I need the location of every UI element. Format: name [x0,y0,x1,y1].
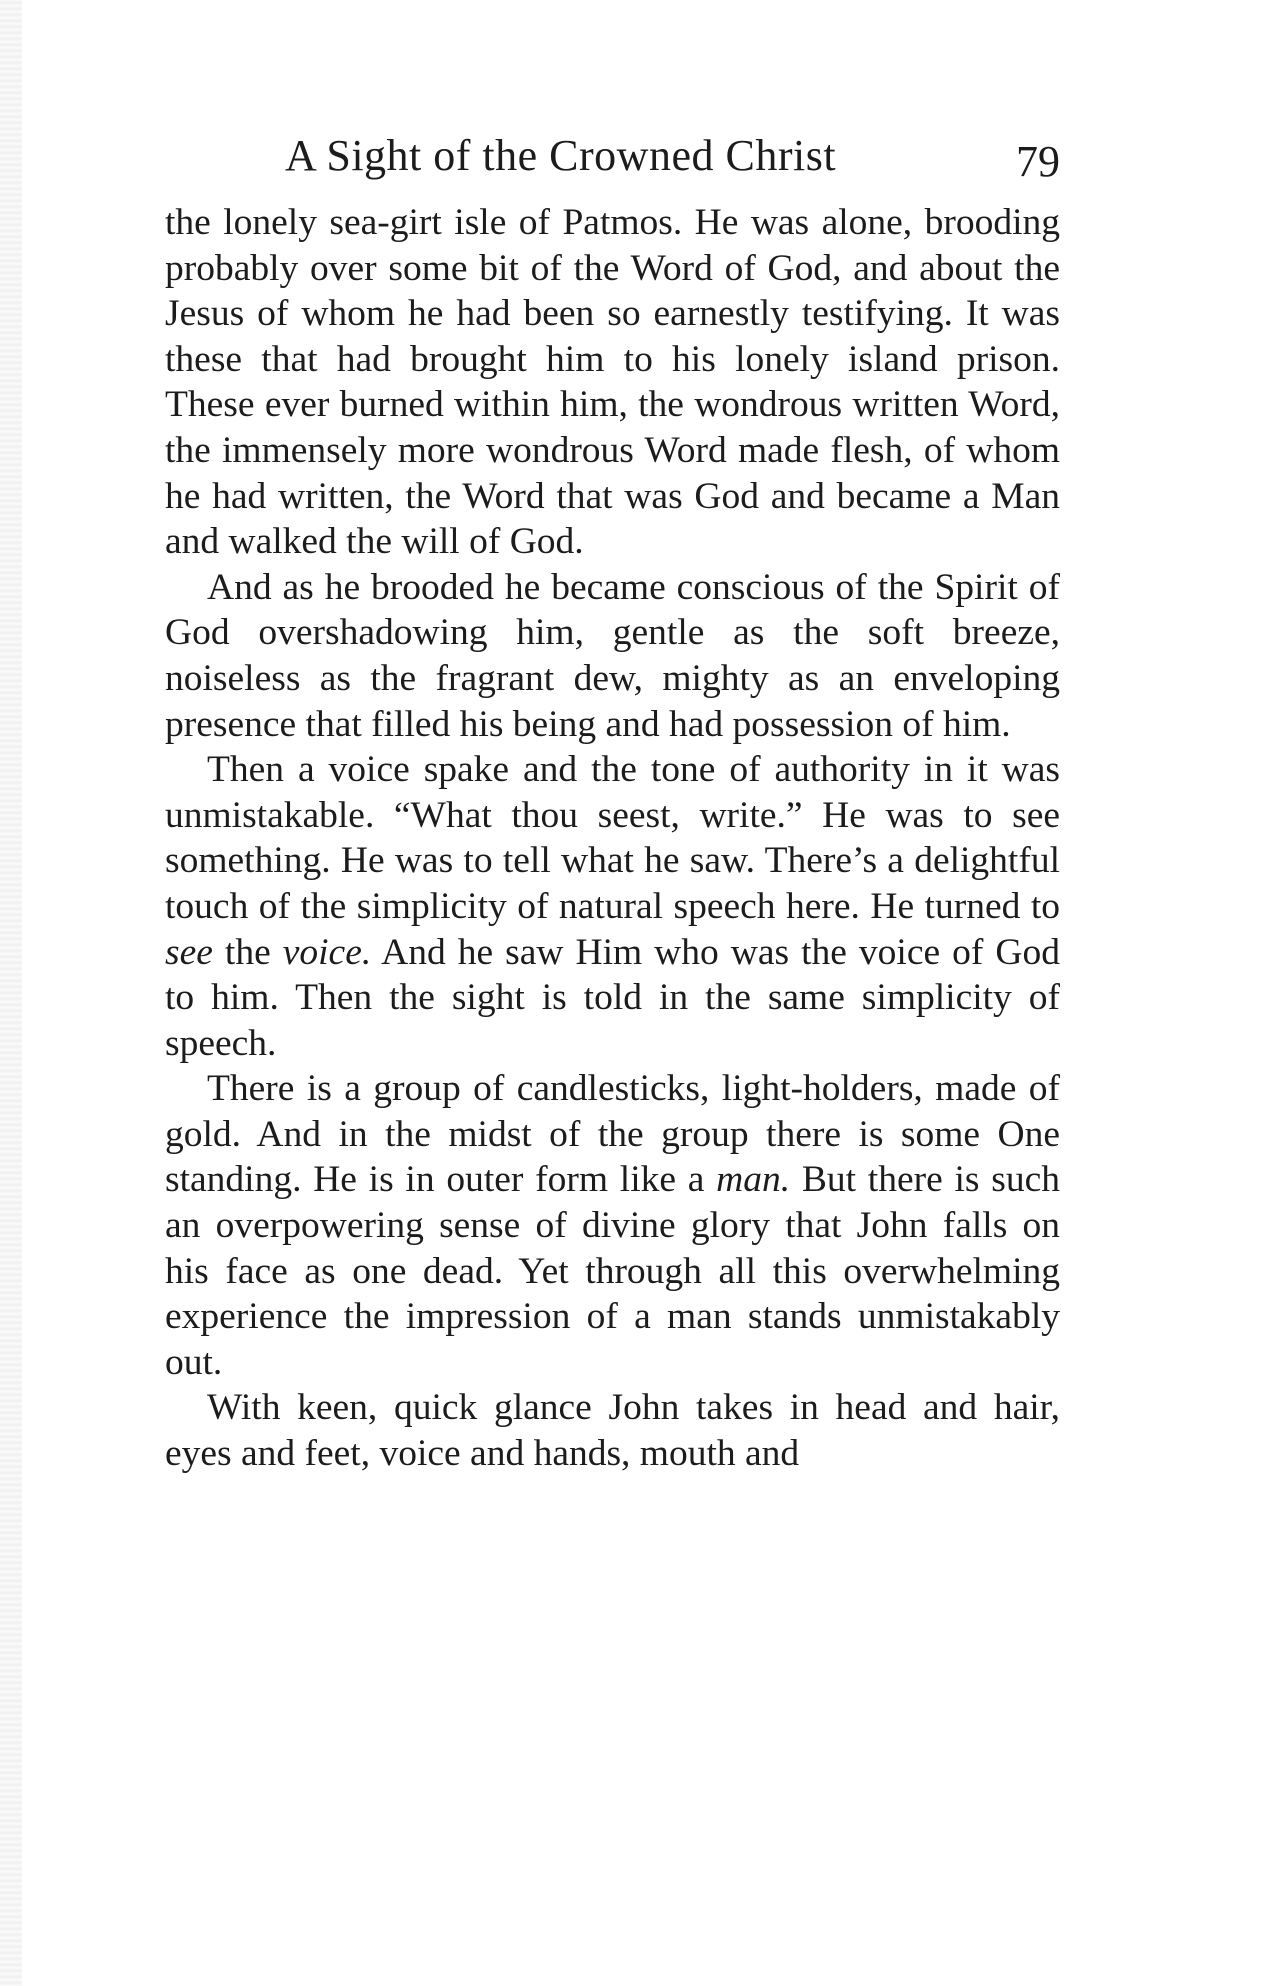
book-page [165,130,1060,1477]
paragraph [165,565,1060,747]
text-segment: the [212,931,283,973]
running-title: A Sight of the Crowned Christ [285,131,837,180]
text-segment: But there is such an overpowering sense of divine glory that John falls on his face as one dead. Yet through all this overwhelming experience the impression of a man stands unmistakably out. [165,1159,1060,1383]
text-body [165,200,1060,1477]
paragraph [165,200,1060,565]
text-segment: And he saw Him who was the voice of God to him. Then the sight is told in the same simplicity of speech. [165,931,1060,1064]
text-segment: And as he brooded he became conscious of the Spirit of God overshadowing him, gentle as the soft breeze, noiseless as the fragrant dew, mighty as an enveloping presence that filled his being and had possession of him. [165,566,1060,745]
text-segment: the lonely sea-girt isle of Patmos. He was alone, brooding probably over some bit of the Word of God, and about the Jesus of whom he had been so earnestly testifying. It was these that had brought him to his lonely island prison. These ever burned within him, the wondrous written Word, the immensely more wondrous Word made flesh, of whom he had written, the Word that was God and became a Man and walked the will of God. [165,202,1060,563]
paragraph [165,1385,1060,1476]
text-segment: There is a group of candlesticks, light-holders, made of gold. And in the midst of the group there is some One standing. He is in outer form like a [165,1068,1060,1201]
paragraph [165,747,1060,1066]
text-segment: Then a voice spake and the tone of authority in it was unmistakable. “What thou seest, write.” He was to see something. He was to tell what he saw. There’s a delightful touch of the simplicity of natural speech here. He turned to [165,749,1060,927]
paragraph [165,1066,1060,1385]
page-gutter-edge [0,0,22,1986]
italic-text-segment: see [165,931,213,973]
page-number: 79 [1016,137,1060,186]
text-segment: With keen, quick glance John takes in head and hair, eyes and feet, voice and hands, mouth and [165,1387,1060,1475]
italic-text-segment: voice. [282,931,372,973]
running-head [165,130,1060,200]
italic-text-segment: man. [716,1159,791,1201]
